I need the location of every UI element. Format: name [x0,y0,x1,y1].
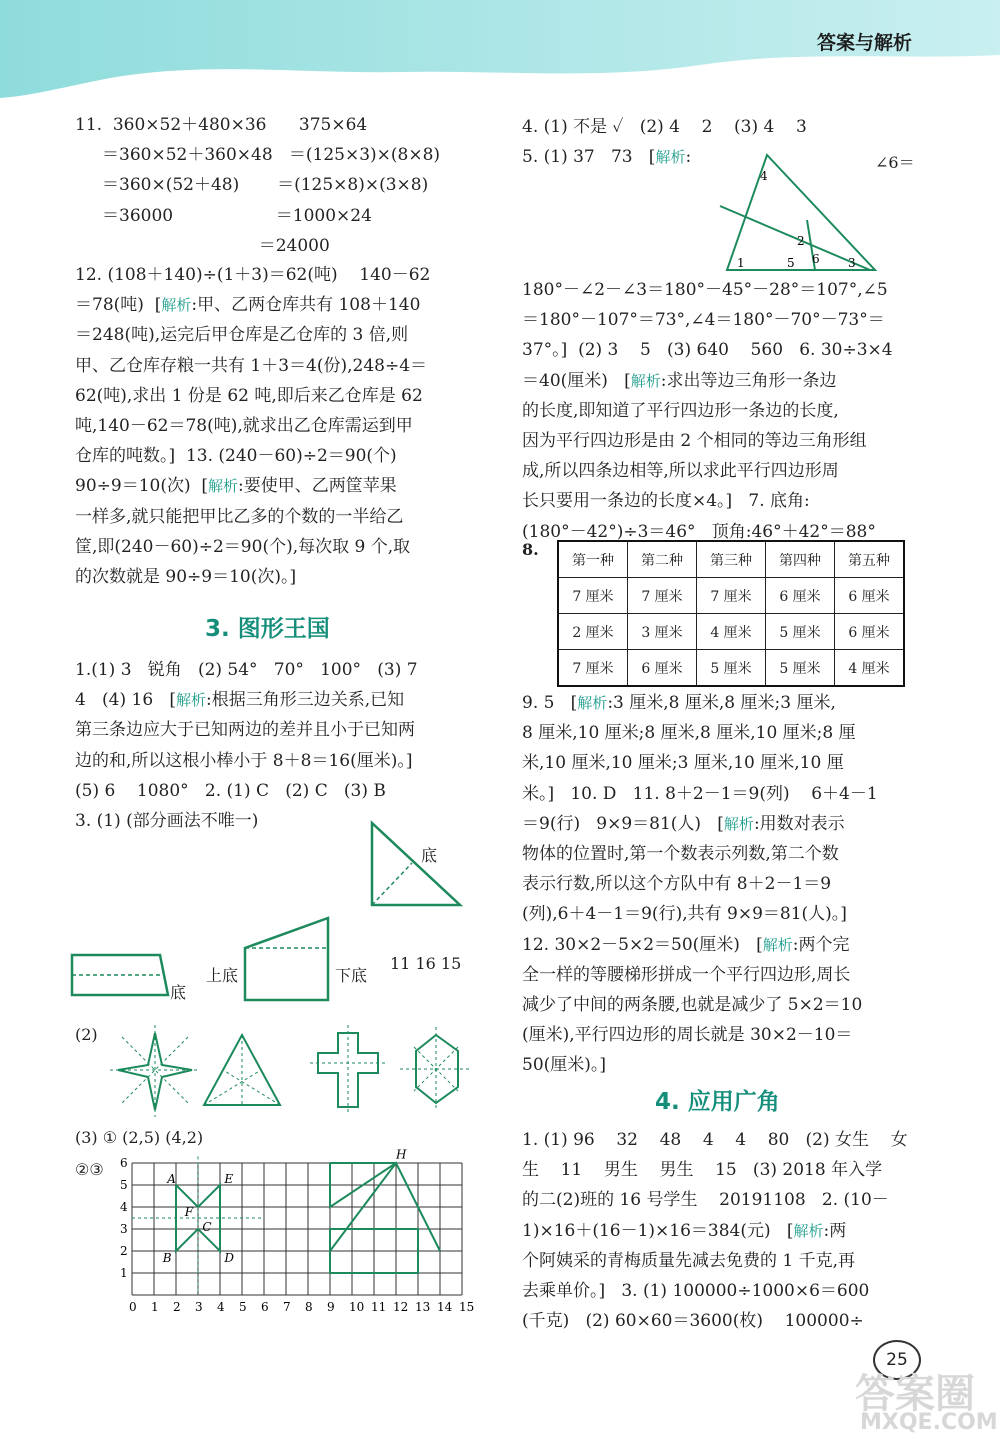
header-banner [0,0,1000,110]
text-line: 筐,即(240－60)÷2＝90(个),每次取 9 个,取 [75,536,411,557]
watermark-logo: 答案圈 [855,1371,975,1417]
text-line: 8 厘米,10 厘米;8 厘米,8 厘米,10 厘米;8 厘 [522,723,856,744]
text-line: ＝9(行) 9×9＝81(人) [解析:用数对表示 [522,813,845,834]
table-cell: 6 厘米 [766,578,835,614]
answer-nums: 11 16 15 [390,954,462,973]
x-tick-label: 3 [195,1300,203,1314]
table-cell: 7 厘米 [558,650,628,687]
table-cell: 2 厘米 [558,614,628,650]
table-header-row [558,541,904,578]
text-line: 个阿姨采的青梅质量先减去免费的 1 千克,再 [522,1250,856,1271]
text-line: 37°。] (2) 3 5 (3) 640 560 6. 30÷3×4 [522,340,893,361]
problem-11 [75,110,495,261]
angle-label-3: 3 [848,256,856,270]
x-tick-label: 14 [437,1300,453,1314]
table-cell: 6 厘米 [835,578,905,614]
text-line: ＝36000 ＝1000×24 [75,205,372,226]
text-line: ＝40(厘米) [解析:求出等边三角形一条边 [522,370,837,391]
table-header: 第四种 [766,541,835,578]
text-line: 成,所以四条边相等,所以求此平行四边形周 [522,461,839,482]
table-cell: 6 厘米 [835,614,905,650]
y-tick-label: 4 [120,1200,128,1214]
x-tick-label: 4 [217,1300,225,1314]
table-cell: 3 厘米 [628,614,697,650]
text-line: 吨,140－62＝78(吨),就求出乙仓库需运到甲 [75,416,413,437]
text-line: 的长度,即知道了平行四边形一条边的长度, [522,400,839,421]
text-line: 去乘单价。] 3. (1) 100000÷1000×6＝600 [522,1281,870,1302]
text-line: 1.(1) 3 锐角 (2) 54° 70° 100° (3) 7 [75,660,418,680]
page-number: 25 [873,1340,921,1380]
point-label: F [184,1204,194,1219]
table-header: 第五种 [835,541,905,578]
text-line: 62(吨),求出 1 份是 62 吨,即后来乙仓库是 62 [75,385,423,406]
coordinate-grid [118,1147,478,1335]
x-tick-label: 8 [305,1300,313,1314]
x-tick-label: 15 [459,1300,475,1314]
text-line: 1. (1) 96 32 48 4 4 80 (2) 女生 女 [522,1130,908,1150]
x-tick-label: 0 [129,1300,137,1314]
text-line: 的次数就是 90÷9＝10(次)。] [75,567,297,588]
text-line: ＝360×(52＋48) ＝(125×8)×(3×8) [75,175,429,196]
section-3-body [75,655,495,836]
triangle-symmetry [204,1035,280,1105]
text-line: 180°－∠2－∠3＝180°－45°－28°＝107°,∠5 [522,280,888,300]
angle-label-6: 6 [812,252,820,266]
text-line: ＝248(吨),运完后甲仓库是乙仓库的 3 倍,则 [75,325,409,346]
analysis-tag: 解析 [793,1221,824,1240]
table-cell: 7 厘米 [697,578,766,614]
angle-label-5: 5 [787,256,795,270]
text-line: 物体的位置时,第一个数表示列数,第二个数 [522,844,839,865]
trapezoid-shape [245,918,328,1000]
triangle-shape [372,823,460,905]
header-wave [0,0,1000,110]
table-header: 第二种 [628,541,697,578]
table-row [558,650,904,687]
x-tick-label: 12 [393,1300,409,1314]
angle-label-2: 2 [797,234,805,248]
text-line: 4 (4) 16 [解析:根据三角形三边关系,已知 [75,690,405,711]
analysis-tag: 解析 [762,935,793,954]
table-cell: 4 厘米 [697,614,766,650]
text-line: 50(厘米)。] [522,1055,607,1076]
point-label: D [224,1251,235,1265]
text-line: 1)×16＋(16－1)×16＝384(元) [解析:两 [522,1220,847,1241]
text-line: 12. 30×2－5×2＝50(厘米) [解析:两个完 [522,934,850,955]
angle-6-label: ∠6＝ [875,153,915,172]
text-line: 一样多,就只能把甲比乙多的个数的一半给乙 [75,506,404,527]
text-line: 9. 5 [解析:3 厘米,8 厘米,8 厘米;3 厘米, [522,693,836,713]
angle-label-4: 4 [760,169,768,183]
x-tick-label: 1 [151,1300,159,1314]
x-tick-label: 10 [349,1300,365,1314]
sub-label-3: (3) ① (2,5) (4,2) [75,1128,204,1147]
text-line: 3. (1) (部分画法不唯一) [75,811,259,832]
x-tick-label: 5 [239,1300,247,1314]
x-tick-label: 6 [261,1300,269,1314]
watermark-url: MXQE.COM [860,1410,998,1435]
text-line: 90÷9＝10(次) [解析:要使甲、乙两筐苹果 [75,476,397,497]
text-line: 仓库的吨数。] 13. (240－60)÷2＝90(个) [75,446,397,467]
table-header: 第三种 [697,541,766,578]
analysis-tag: 解析 [655,148,686,167]
text-line: 第三条边应大于已知两边的差并且小于已知两 [75,720,415,741]
problem-12-13 [75,260,495,592]
table-row [558,614,904,650]
table-cell: 4 厘米 [835,650,905,687]
table-header: 第一种 [558,541,628,578]
text-line: ＝24000 [75,235,330,256]
x-tick-label: 13 [415,1300,431,1314]
analysis-tag: 解析 [630,371,661,390]
point-label: C [202,1220,212,1235]
angle-label-1: 1 [737,256,745,270]
point-label: A [167,1171,176,1186]
text-line: (千克) (2) 60×60＝3600(枚) 100000÷ [522,1311,864,1332]
symmetry-figures [110,1025,490,1120]
text-line: 减少了中间的两条腰,也就是减少了 5×2＝10 [522,995,863,1016]
x-tick-label: 2 [173,1300,181,1314]
y-tick-label: 1 [120,1266,128,1280]
table-cell: 7 厘米 [628,578,697,614]
text-line: 全一样的等腰梯形拼成一个平行四边形,周长 [522,964,851,985]
text-line: 因为平行四边形是由 2 个相同的等边三角形组 [522,431,867,452]
text-line: ＝360×52＋360×48 ＝(125×3)×(8×8) [75,145,441,166]
text-line: 11. 360×52＋480×36 375×64 [75,115,368,135]
analysis-tag: 解析 [161,296,192,315]
x-tick-label: 7 [283,1300,291,1314]
analysis-tag: 解析 [208,477,239,496]
text-line: 表示行数,所以这个方队中有 8＋2－1＝9 [522,874,832,895]
table-cell: 7 厘米 [558,578,628,614]
analysis-tag: 解析 [577,694,608,712]
table-cell: 6 厘米 [628,650,697,687]
section-4-body [522,1125,932,1336]
label-di: 底 [421,846,438,865]
text-line: (列),6＋4－1＝9(行),共有 9×9＝81(人)。] [522,904,847,925]
text-line: ＝180°－107°＝73°,∠4＝180°－70°－73°＝ [522,310,885,331]
text-line: 的二(2)班的 16 号学生 20191108 2. (10－ [522,1190,889,1211]
point-label: B [162,1251,172,1265]
text-line: 长只要用一条边的长度×4。] 7. 底角: [522,491,810,512]
table-cell: 5 厘米 [766,650,835,687]
angle-triangle [715,150,895,275]
problem-5-7 [522,275,932,547]
section-4-title: 4. 应用广角 [655,1089,780,1115]
analysis-tag: 解析 [723,814,754,833]
point-label: H [396,1147,407,1162]
analysis-tag: 解析 [176,691,207,710]
point-label: E [224,1171,234,1186]
section-3-title: 3. 图形王国 [205,616,330,642]
y-tick-label: 3 [120,1222,128,1236]
table-cell: 5 厘米 [697,650,766,687]
y-tick-label: 5 [120,1178,128,1192]
label-di-2: 底 [170,983,187,1002]
text-line: ＝78(吨) [解析:甲、乙两仓库共有 108＋140 [75,295,421,316]
label-xiadi: 下底 [335,966,368,985]
text-line: 生 11 男生 男生 15 (3) 2018 年入学 [522,1160,883,1181]
header-title: 答案与解析 [816,32,912,54]
text-line: (5) 6 1080° 2. (1) C (2) C (3) B [75,780,386,801]
table-row [558,578,904,614]
label-shangdi: 上底 [206,966,239,985]
text-line: 5. (1) 37 73 [解析: [522,147,692,168]
text-line: (180°－42°)÷3＝46° 顶角:46°＋42°＝88° [522,521,876,542]
triangle-sides-table [557,540,905,687]
sub-label-23: ②③ [75,1160,104,1179]
q8-label: 8. [522,540,539,559]
problem-9-12 [522,688,932,1081]
y-tick-label: 6 [120,1156,128,1170]
text-line: 甲、乙仓库存粮一共有 1＋3＝4(份),248÷4＝ [75,355,428,376]
text-line: 4. (1) 不是 ✓ (2) 4 2 (3) 4 3 [522,117,807,137]
text-line: 米,10 厘米,10 厘米;3 厘米,10 厘米,10 厘 [522,753,844,774]
text-line: 边的和,所以这根小棒小于 8＋8＝16(厘米)。] [75,750,413,771]
y-tick-label: 2 [120,1244,128,1258]
text-line: 12. (108＋140)÷(1＋3)＝62(吨) 140－62 [75,265,431,285]
x-tick-label: 11 [371,1300,387,1314]
x-tick-label: 9 [327,1300,335,1314]
text-line: 米。] 10. D 11. 8＋2－1＝9(列) 6＋4－1 [522,783,878,804]
sub-label-2: (2) [75,1025,98,1044]
table-cell: 5 厘米 [766,614,835,650]
text-line: (厘米),平行四边形的周长就是 30×2－10＝ [522,1025,853,1046]
